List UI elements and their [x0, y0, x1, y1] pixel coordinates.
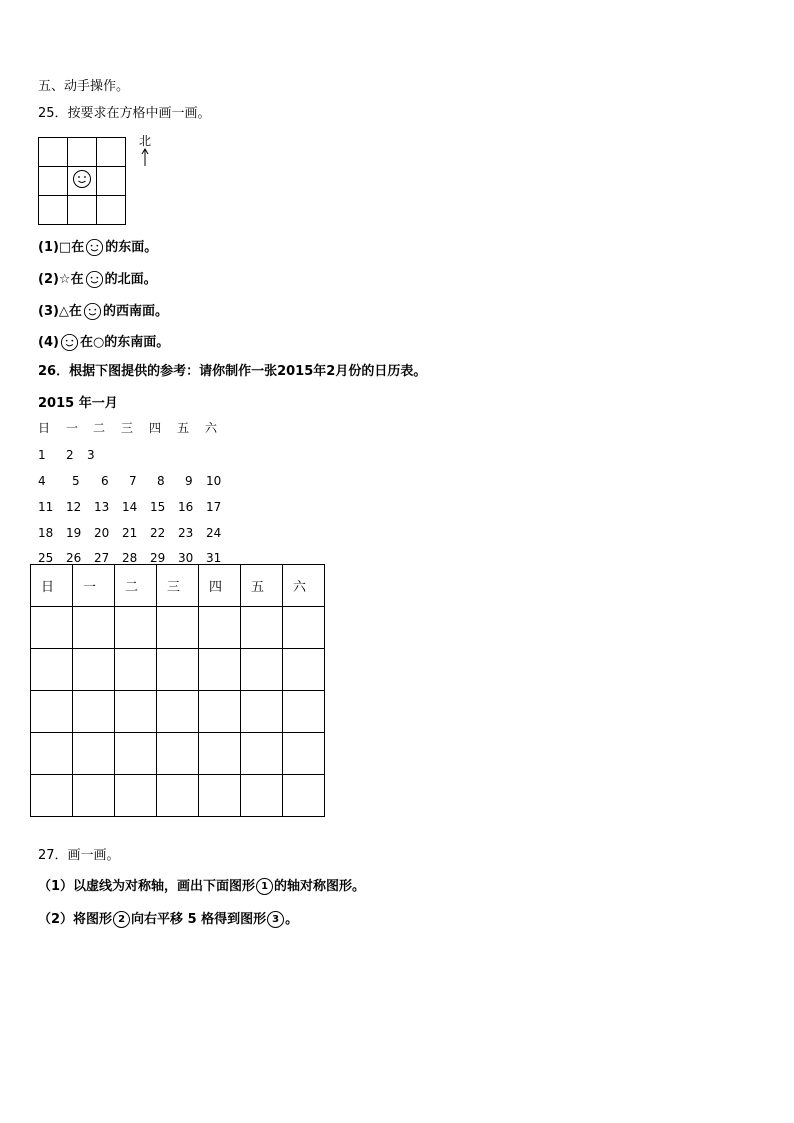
q27-item-2-suffix: 。 — [285, 912, 299, 927]
blank-calendar-weekday: 三 — [157, 565, 199, 607]
blank-calendar-header-row — [31, 565, 325, 607]
blank-calendar-row — [31, 775, 325, 817]
circled-number-2: 2 — [113, 911, 130, 928]
circled-number-1: 1 — [256, 878, 273, 895]
ref-day: 15 — [150, 500, 166, 514]
ref-day: 31 — [206, 551, 222, 565]
section-title: 五、动手操作。 — [38, 79, 130, 94]
blank-calendar-cell[interactable] — [73, 733, 115, 775]
blank-calendar-weekday: 二 — [115, 565, 157, 607]
north-label: 北 — [138, 134, 151, 148]
blank-calendar-row — [31, 691, 325, 733]
blank-calendar-cell[interactable] — [115, 775, 157, 817]
blank-calendar-row — [31, 649, 325, 691]
blank-calendar-cell[interactable] — [283, 649, 325, 691]
north-indicator — [138, 134, 152, 166]
blank-calendar-cell[interactable] — [199, 775, 241, 817]
smiley-face-icon — [72, 169, 92, 189]
blank-calendar-cell[interactable] — [157, 775, 199, 817]
grid-cell — [97, 138, 126, 167]
blank-calendar-cell[interactable] — [157, 733, 199, 775]
smiley-face-icon — [60, 333, 79, 352]
blank-calendar-cell[interactable] — [73, 607, 115, 649]
ref-day: 12 — [66, 500, 82, 514]
blank-calendar-weekday: 五 — [241, 565, 283, 607]
ref-day: 23 — [178, 526, 194, 540]
ref-day: 14 — [122, 500, 138, 514]
ref-day: 30 — [178, 551, 194, 565]
q27-item-1-suffix: 的轴对称图形。 — [274, 879, 366, 894]
ref-weekday: 六 — [205, 421, 218, 435]
blank-calendar-cell[interactable] — [283, 775, 325, 817]
ref-weekday: 三 — [121, 421, 134, 435]
ref-day: 29 — [150, 551, 166, 565]
blank-calendar-cell[interactable] — [241, 607, 283, 649]
ref-day: 7 — [129, 474, 137, 488]
blank-calendar-cell[interactable] — [157, 691, 199, 733]
q27-item-2 — [38, 911, 298, 928]
blank-calendar-cell[interactable] — [199, 607, 241, 649]
grid-cell — [67, 196, 97, 225]
ref-day: 6 — [101, 474, 109, 488]
ref-day: 3 — [87, 448, 95, 462]
ref-weekday: 四 — [149, 421, 162, 435]
blank-calendar-cell[interactable] — [31, 733, 73, 775]
ref-day: 24 — [206, 526, 222, 540]
q25-item-4-suffix: 在○的东南面。 — [79, 335, 170, 350]
ref-day: 22 — [150, 526, 166, 540]
grid-cell — [97, 196, 126, 225]
blank-calendar-weekday: 四 — [199, 565, 241, 607]
q25-item-2 — [38, 270, 157, 289]
blank-calendar-cell[interactable] — [31, 607, 73, 649]
blank-calendar-cell[interactable] — [115, 649, 157, 691]
ref-day: 25 — [38, 551, 54, 565]
blank-calendar-cell[interactable] — [241, 733, 283, 775]
blank-calendar-cell[interactable] — [157, 607, 199, 649]
grid-cell — [39, 138, 68, 167]
ref-day: 8 — [157, 474, 165, 488]
blank-calendar-cell[interactable] — [199, 691, 241, 733]
blank-calendar-cell[interactable] — [199, 649, 241, 691]
grid-cell — [67, 138, 97, 167]
ref-day: 1 — [38, 448, 46, 462]
reference-calendar-title: 2015 年一月 — [38, 396, 118, 411]
ref-day: 16 — [178, 500, 194, 514]
blank-calendar-row — [31, 733, 325, 775]
blank-calendar-cell[interactable] — [31, 775, 73, 817]
ref-day: 5 — [72, 474, 80, 488]
q25-item-1-prefix: (1)□在 — [38, 240, 85, 255]
ref-weekday: 一 — [66, 421, 79, 435]
ref-day: 13 — [94, 500, 110, 514]
ref-weekday: 二 — [93, 421, 106, 435]
ref-day: 10 — [206, 474, 222, 488]
blank-calendar-cell[interactable] — [73, 649, 115, 691]
blank-calendar-cell[interactable] — [115, 691, 157, 733]
q25-item-3-prefix: (3)△在 — [38, 304, 82, 319]
smiley-face-icon — [83, 302, 102, 321]
q27-item-2-prefix: （2）将图形 — [38, 912, 113, 927]
blank-calendar-cell[interactable] — [31, 649, 73, 691]
blank-calendar-cell[interactable] — [157, 649, 199, 691]
q25-item-2-suffix: 的北面。 — [104, 272, 157, 287]
ref-day: 20 — [94, 526, 110, 540]
ref-day: 26 — [66, 551, 82, 565]
ref-day: 2 — [66, 448, 74, 462]
q25-item-4-prefix: (4) — [38, 335, 59, 350]
blank-calendar-table — [30, 564, 325, 817]
grid-cell — [39, 196, 68, 225]
blank-calendar-cell[interactable] — [199, 733, 241, 775]
grid-cell — [39, 167, 68, 196]
ref-day: 19 — [66, 526, 82, 540]
q25-item-1-suffix: 的东面。 — [105, 240, 158, 255]
q25-item-3-suffix: 的西南面。 — [102, 304, 168, 319]
q25-item-4 — [38, 333, 169, 352]
ref-weekday: 五 — [177, 421, 190, 435]
q27-item-1-prefix: （1）以虚线为对称轴，画出下面图形 — [38, 879, 256, 894]
blank-calendar-cell[interactable] — [283, 733, 325, 775]
ref-day: 21 — [122, 526, 138, 540]
blank-calendar-weekday: 日 — [31, 565, 73, 607]
blank-calendar-cell[interactable] — [241, 775, 283, 817]
ref-day: 4 — [38, 474, 46, 488]
ref-weekday: 日 — [38, 421, 51, 435]
q26-title: 26．根据下图提供的参考：请你制作一张2015年2月份的日历表。 — [38, 364, 427, 379]
direction-grid — [38, 137, 126, 225]
grid-cell — [97, 167, 126, 196]
blank-calendar-row — [31, 607, 325, 649]
blank-calendar-cell[interactable] — [115, 733, 157, 775]
blank-calendar-cell[interactable] — [73, 775, 115, 817]
q25-item-3 — [38, 302, 168, 321]
blank-calendar-cell[interactable] — [241, 649, 283, 691]
ref-day: 17 — [206, 500, 222, 514]
ref-day: 11 — [38, 500, 54, 514]
smiley-face-icon — [85, 238, 104, 257]
q27-item-2-middle: 向右平移 5 格得到图形 — [131, 912, 267, 927]
blank-calendar-cell[interactable] — [241, 691, 283, 733]
blank-calendar-cell[interactable] — [115, 607, 157, 649]
blank-calendar-cell[interactable] — [283, 607, 325, 649]
north-arrow-icon — [141, 148, 149, 166]
blank-calendar-weekday: 六 — [283, 565, 325, 607]
ref-day: 18 — [38, 526, 54, 540]
blank-calendar-weekday: 一 — [73, 565, 115, 607]
grid-cell-center — [67, 167, 97, 196]
q25-item-2-prefix: (2)☆在 — [38, 272, 84, 287]
ref-day: 27 — [94, 551, 110, 565]
blank-calendar-cell[interactable] — [31, 691, 73, 733]
ref-day: 28 — [122, 551, 138, 565]
q25-item-1 — [38, 238, 157, 257]
circled-number-3: 3 — [267, 911, 284, 928]
q27-title: 27．画一画。 — [38, 848, 120, 863]
smiley-face-icon — [85, 270, 104, 289]
q25-title: 25．按要求在方格中画一画。 — [38, 106, 211, 121]
ref-day: 9 — [185, 474, 193, 488]
q27-item-1 — [38, 878, 365, 895]
blank-calendar-cell[interactable] — [73, 691, 115, 733]
blank-calendar-cell[interactable] — [283, 691, 325, 733]
